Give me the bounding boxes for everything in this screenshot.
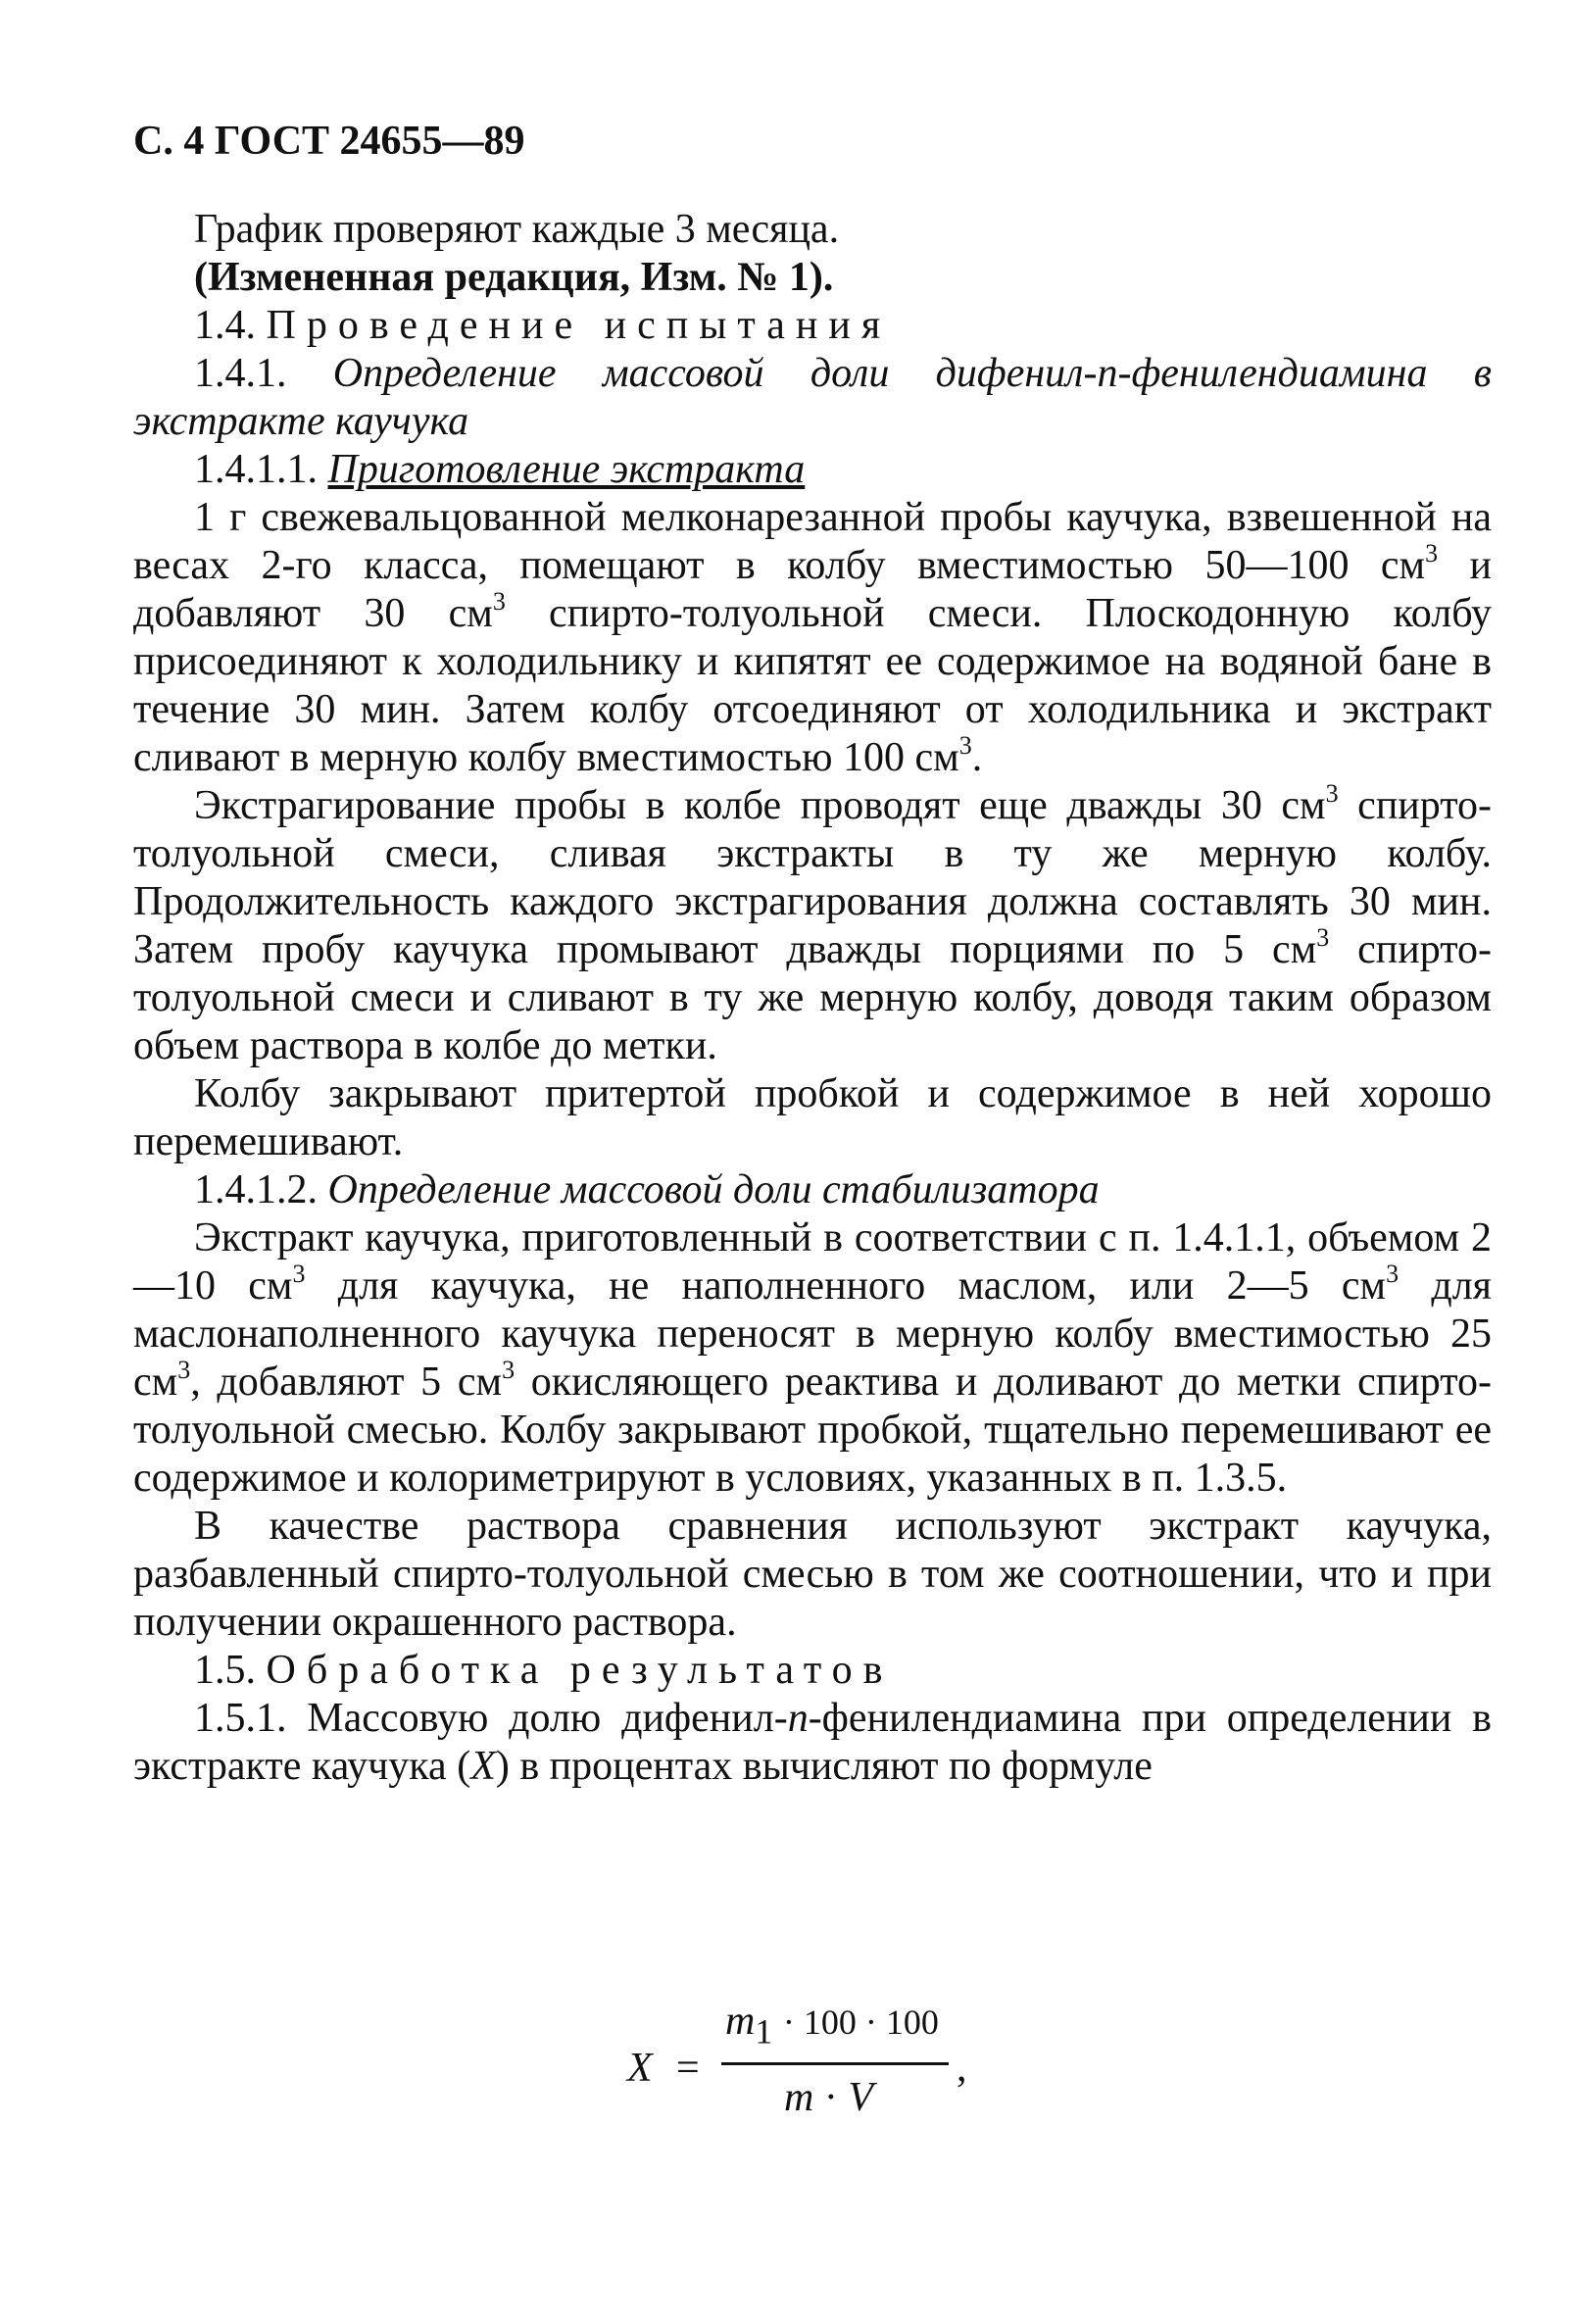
- formula-den-m: m: [784, 2075, 814, 2120]
- formula-numerator-rest: · 100 · 100: [782, 2003, 939, 2042]
- section-number: 1.4.1.2.: [194, 1167, 318, 1212]
- section-heading-1-4-1: [133, 350, 1492, 446]
- section-title: Определение массовой доли стабилизатора: [327, 1167, 1100, 1212]
- text-run: окисляющего реактива и доливают до метки спирто-толуольной смесью. Колбу закрывают пробкой, тщательно перемешивают ее содержимое и колориметрируют в условиях, указанных в п. 1.3.5.: [133, 1360, 1492, 1501]
- text-run: , добавляют 5 см: [190, 1360, 503, 1405]
- superscript: 3: [1325, 779, 1339, 808]
- section-number: 1.5.: [194, 1648, 256, 1693]
- amendment-note: (Измененная редакция, Изм. № 1).: [194, 255, 834, 300]
- paragraph-extract-preparation: [133, 494, 1492, 782]
- formula-m1: m: [725, 1999, 756, 2044]
- formula: [627, 1990, 1019, 2137]
- text-run: Экстрагирование пробы в колбе проводят еще дважды 30 см: [194, 783, 1326, 828]
- paragraph-extraction-repeat: [133, 779, 1493, 1070]
- section-title: Проведение испытания: [266, 303, 892, 348]
- section-title: Приготовление экстракта: [327, 447, 806, 492]
- paragraph-calculation: [133, 1695, 1492, 1791]
- text-run: спирто-толуольной смеси. Плоскодонную колбу присоединяют к холодильнику и кипятят ее содержимое на водяной бане в течение 30 мин. Затем колбу отсоединяют от холодильника и экстракт сливают в мерную колбу вместимостью 100 см: [133, 591, 1492, 780]
- text-run: спирто-толуольной смеси, сливая экстракты в ту же мерную колбу. Продолжительность каждого экстрагирования должна составлять 30 мин. Затем пробу каучука промывают дважды порциями по 5 см: [133, 783, 1493, 972]
- section-heading-1-4-1-1: [133, 446, 1492, 494]
- formula-denominator: [784, 2074, 873, 2121]
- fraction-bar: [721, 2062, 949, 2065]
- text-run: и добавляют 30 см: [133, 543, 1492, 636]
- superscript: 3: [1386, 1260, 1399, 1288]
- paragraph-schedule: График проверяют каждые 3 месяца.: [194, 207, 840, 252]
- text-run: -фенилендиамина при определении в экстракте каучука (: [133, 1696, 1492, 1789]
- section-title: Определение массовой доли дифенил-п-фенилендиамина в экстракте каучука: [133, 351, 1493, 444]
- formula-comma: ,: [957, 2046, 967, 2091]
- page-header: С. 4 ГОСТ 24655—89: [133, 119, 525, 164]
- formula-den-dot: ·: [823, 2075, 838, 2120]
- text-run: .: [971, 735, 983, 780]
- text-run: n: [787, 1696, 809, 1741]
- superscript: 3: [1425, 539, 1439, 568]
- text-run: для каучука, не наполненного маслом, или 2—5 см: [305, 1263, 1387, 1309]
- text-run: спирто-толуольной смеси и сливают в ту же мерную колбу, доводя таким образом объем раствора в колбе до метки.: [133, 927, 1492, 1068]
- formula-m1-subscript: 1: [755, 2011, 773, 2052]
- document-body: [133, 206, 1492, 1791]
- text-run: для маслонаполненного каучука переносят в мерную колбу вместимостью 25 см: [133, 1263, 1492, 1405]
- section-heading-1-5: [133, 1647, 1492, 1695]
- section-title: Обработка результатов: [266, 1648, 894, 1693]
- section-heading-1-4-1-2: [133, 1166, 1492, 1214]
- superscript: 3: [958, 731, 972, 760]
- text-run: 1 г свежевальцованной мелконарезанной пробы каучука, взвешенной на весах 2-го класса, помещают в колбу вместимостью 50—100 см: [133, 495, 1492, 588]
- section-heading-1-4: [133, 302, 1492, 350]
- text-run: Экстракт каучука, приготовленный в соответствии с п. 1.4.1.1, объемом 2—10 см: [133, 1215, 1492, 1309]
- text-run: X: [470, 1744, 496, 1789]
- paragraph-reference-solution: В качестве раствора сравнения используют экстракт каучука, разбавленный спирто-толуольной смесью в том же соотношении, что и при получении окрашенного раствора.: [133, 1504, 1492, 1645]
- text-run: 1.5.1. Массовую долю дифенил-: [194, 1696, 788, 1741]
- formula-den-v: V: [848, 2075, 873, 2120]
- paragraph-stabilizer: [133, 1214, 1492, 1503]
- section-number: 1.4.1.1.: [194, 447, 318, 492]
- section-number: 1.4.1.: [194, 351, 287, 396]
- paragraph-closing: Колбу закрывают притертой пробкой и содержимое в ней хорошо перемешивают.: [133, 1071, 1492, 1164]
- section-number: 1.4.: [194, 303, 256, 348]
- formula-lhs: X: [627, 2046, 653, 2091]
- superscript: 3: [1316, 923, 1330, 952]
- superscript: 3: [492, 587, 506, 616]
- text-run: ) в процентах вычисляют по формуле: [495, 1744, 1153, 1789]
- superscript: 3: [177, 1356, 191, 1384]
- formula-numerator: [725, 1998, 939, 2052]
- formula-equals: =: [676, 2046, 700, 2091]
- superscript: 3: [502, 1356, 515, 1384]
- superscript: 3: [292, 1260, 306, 1288]
